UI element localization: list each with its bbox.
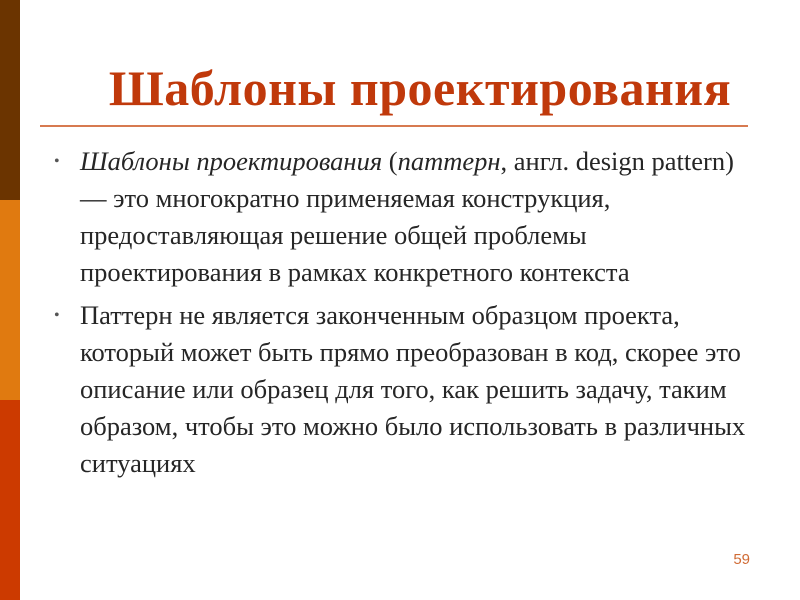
slide-title: Шаблоны проектирования bbox=[108, 60, 732, 116]
side-color-strip-bottom bbox=[0, 400, 20, 600]
title-divider bbox=[40, 125, 748, 127]
side-color-strip-middle bbox=[0, 200, 20, 400]
bullet-text: Паттерн не является законченным образцом проекта, который может быть прямо преобразован в код, скорее это описание или образец для того, как решить задачу, таким образом, чтобы это можно было использовать в различных ситуациях bbox=[80, 300, 746, 478]
bullet-list bbox=[50, 143, 766, 488]
bullet-text: , англ. design pattern) — это многократно применяемая конструкция, предоставляющая решение общей проблемы проектирования в рамках конкретного контекста bbox=[80, 146, 734, 287]
bullet-item-explanation bbox=[50, 297, 766, 482]
page-number: 59 bbox=[733, 551, 750, 568]
bullet-dot-icon: • bbox=[54, 153, 60, 170]
bullet-text: ( bbox=[382, 146, 398, 176]
term-design-patterns: Шаблоны проектирования bbox=[80, 146, 383, 176]
side-color-strip-top bbox=[0, 0, 20, 200]
bullet-dot-icon: • bbox=[54, 307, 60, 324]
bullet-item-definition bbox=[50, 143, 766, 291]
term-pattern: паттерн bbox=[397, 146, 501, 176]
